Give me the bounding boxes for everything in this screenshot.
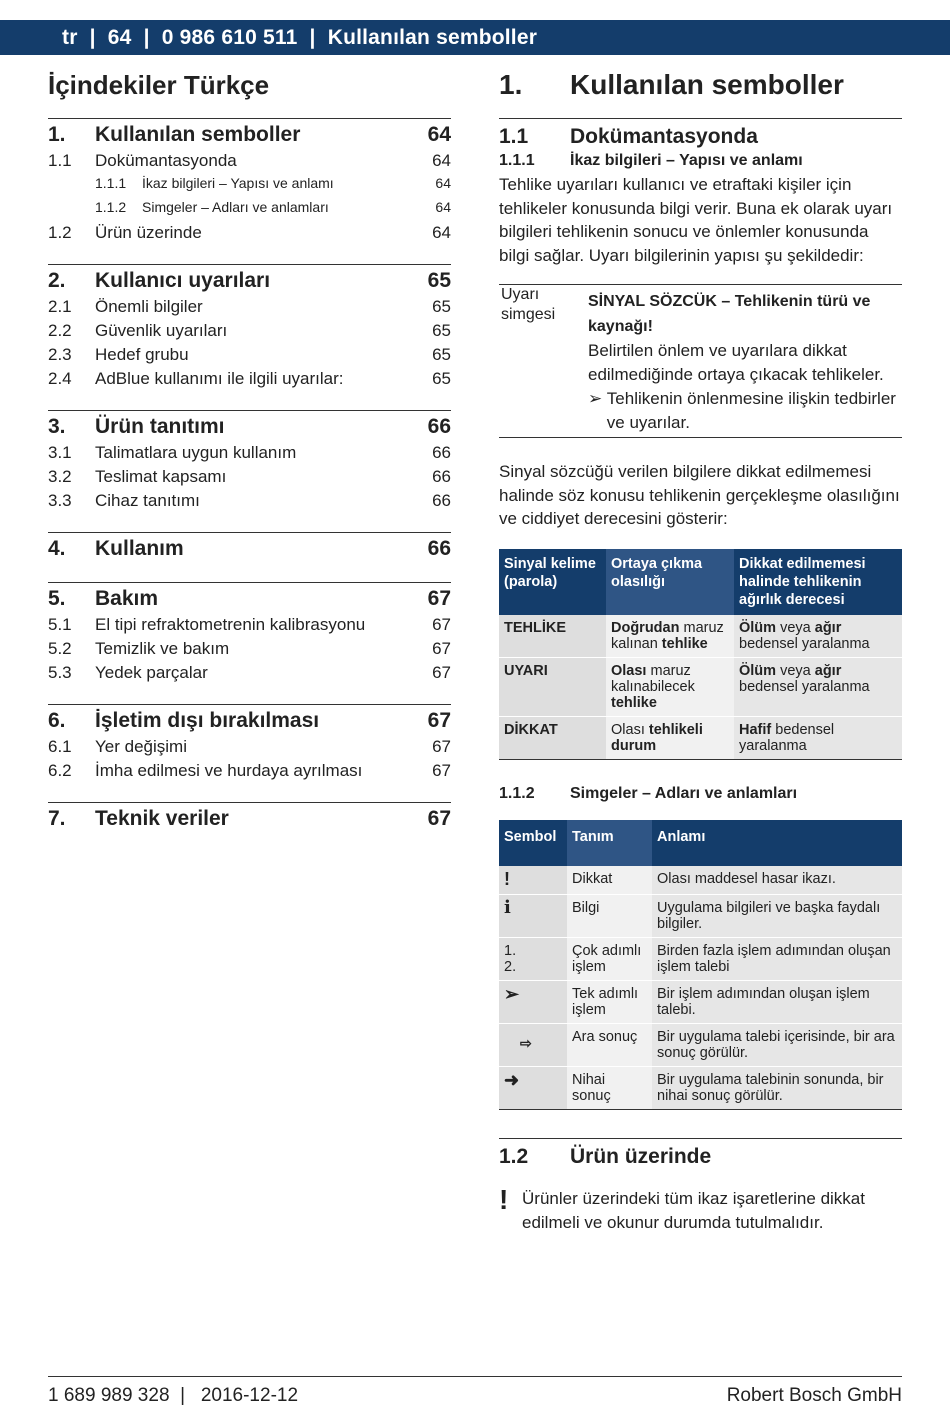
toc-entry-page: 67 [432, 615, 451, 634]
symbol-name: Bilgi [567, 894, 652, 937]
toc-entry[interactable] [48, 269, 451, 297]
signal-severity [734, 716, 902, 759]
toc-entry[interactable] [48, 537, 451, 565]
toc-entry-number: 3. [48, 415, 66, 438]
table-row [499, 1023, 902, 1066]
warning-label: Uyarı simgesi [501, 285, 556, 323]
symbol-cell [499, 894, 567, 937]
toc-section [48, 532, 451, 565]
toc-entry-page: 64 [432, 223, 451, 242]
toc-entry-title: Temizlik ve bakım [95, 639, 230, 658]
toc-entry-page: 67 [427, 807, 451, 830]
toc-entry-title: Hedef grubu [95, 345, 189, 364]
symbol-header-name: Tanım [567, 820, 652, 866]
toc-entry-page: 67 [432, 761, 451, 780]
toc-entry-number: 2.2 [48, 321, 72, 340]
symbol-name: Ara sonuç [567, 1023, 652, 1066]
toc-entry-title: Talimatlara uygun kullanım [95, 443, 297, 462]
toc-entry-title: Teknik veriler [95, 807, 229, 830]
toc-entry-title: Yedek parçalar [95, 663, 208, 682]
toc-entry-title: Güvenlik uyarıları [95, 321, 228, 340]
intro-paragraph: Tehlike uyarıları kullanıcı ve etraftaki kişiler için tehlikeler konusunda bilgi verir. Buna ek olarak uyarı bilgileri tehlikenin sonucu ve önlemler konusunda bilgi sağlar. Uyarı bilgilerinin yapısı şu şekildedir: [499, 175, 893, 266]
warning-bullet [588, 387, 902, 435]
signal-probability-part: tehlikeli durum [611, 721, 703, 754]
toc-entry-title: Kullanılan semboller [95, 123, 301, 146]
toc-entry-page: 67 [432, 737, 451, 756]
toc-entry-page: 64 [435, 199, 451, 215]
signal-probability-part: tehlike [611, 694, 657, 711]
warning-bullet-text: Tehlikenin önlenmesine ilişkin tedbirler ve uyarılar. [606, 388, 896, 432]
table-row [499, 894, 902, 937]
toc-entry[interactable] [48, 443, 451, 467]
subsection-heading [499, 121, 902, 149]
signal-probability [606, 657, 734, 716]
table-row [499, 1066, 902, 1109]
signal-severity [734, 615, 902, 658]
toc-entry-title: Cihaz tanıtımı [95, 491, 200, 510]
toc-entry[interactable] [48, 345, 451, 369]
toc-entry[interactable] [48, 761, 451, 785]
warning-structure-box [499, 284, 902, 438]
toc-entry[interactable] [48, 587, 451, 615]
toc-title: İçindekiler Türkçe [48, 70, 270, 100]
toc-entry[interactable] [48, 639, 451, 663]
toc-entry-page: 65 [432, 345, 451, 364]
toc-entry-title: Önemli bilgiler [95, 297, 203, 316]
toc-entry-number: 3.3 [48, 491, 72, 510]
toc-entry[interactable] [48, 615, 451, 639]
subsection-heading [499, 1141, 902, 1169]
hollow-arrow-icon: ⇨ [520, 1034, 532, 1051]
subsection-title: Dokümantasyonda [570, 125, 758, 148]
symbol-cell [499, 937, 567, 980]
section-title: Kullanılan semboller [570, 69, 844, 100]
toc-entry-title: AdBlue kullanımı ile ilgili uyarılar: [95, 369, 344, 388]
signal-severity-part: bedensel yaralanma [739, 678, 870, 695]
toc-entry[interactable] [48, 467, 451, 491]
signal-word: TEHLİKE [499, 615, 606, 658]
arrowhead-icon: ➢ [588, 388, 603, 408]
warning-text: Belirtilen önlem ve uyarılara dikkat edilmediğinde ortaya çıkacak tehlikeler. [588, 340, 884, 384]
toc-entry-number: 1. [48, 123, 66, 146]
toc-entry-number: 3.2 [48, 467, 72, 486]
toc-entry-page: 67 [427, 709, 451, 732]
signal-paragraph: Sinyal sözcüğü verilen bilgilere dikkat edilmemesi halinde söz konusu tehlikenin gerçekleşme olasılığını ve ciddiyet derecesini gösterir: [499, 461, 900, 529]
toc-entry-title: İkaz bilgileri – Yapısı ve anlamı [142, 175, 334, 191]
toc-entry-page: 64 [427, 123, 451, 146]
toc-entry[interactable] [48, 223, 451, 247]
toc-entry-number: 5.2 [48, 639, 72, 658]
symbol-name: Dikkat [567, 866, 652, 895]
symbol-meaning: Bir uygulama talebinin sonunda, bir nihai sonuç görülür. [652, 1066, 902, 1109]
symbol-cell [499, 980, 567, 1023]
symbol-meaning: Bir uygulama talebi içerisinde, bir ara sonuç görülür. [652, 1023, 902, 1066]
toc-entry-number: 7. [48, 807, 66, 830]
toc-entry-page: 66 [427, 537, 451, 560]
subsubsection-heading [499, 149, 902, 173]
divider [499, 118, 902, 119]
symbol-cell [499, 866, 567, 895]
toc-entry-number: 6. [48, 709, 66, 732]
toc-entry[interactable] [48, 709, 451, 737]
toc-column [48, 66, 451, 852]
symbol-meaning: Uygulama bilgileri ve başka faydalı bilgiler. [652, 894, 902, 937]
toc-section [48, 118, 451, 247]
signal-probability-part: maruz kalınabilecek [611, 662, 695, 695]
warning-title: SİNYAL SÖZCÜK – Tehlikenin türü ve kaynağı! [588, 292, 871, 335]
page-footer [48, 1376, 902, 1406]
symbol-name: Tek adımlı işlem [567, 980, 652, 1023]
symbol-meaning: Olası maddesel hasar ikazı. [652, 866, 902, 895]
symbol-table [499, 820, 902, 1110]
table-row [499, 716, 902, 759]
symbol-header-meaning: Anlamı [652, 820, 902, 866]
warning-body [588, 285, 902, 435]
toc-entry-page: 67 [432, 639, 451, 658]
signal-severity-part: Ölüm [739, 619, 777, 636]
signal-severity-part: Ölüm [739, 662, 777, 679]
toc-entry[interactable] [48, 151, 451, 175]
toc-entry[interactable] [48, 123, 451, 151]
signal-probability-part: tehlike [661, 635, 708, 652]
symbol-cell [499, 1023, 567, 1066]
table-row [499, 937, 902, 980]
toc-entry[interactable] [48, 491, 451, 515]
toc-list [48, 118, 451, 835]
toc-entry-number: 2.1 [48, 297, 72, 316]
toc-entry-title: Bakım [95, 587, 159, 610]
toc-section [48, 582, 451, 687]
toc-entry-number: 1.1 [48, 151, 72, 170]
signal-severity-part: veya [776, 662, 815, 679]
toc-entry[interactable] [48, 199, 451, 223]
section-heading [499, 66, 902, 118]
toc-entry-page: 65 [432, 321, 451, 340]
signal-header-probability: Ortaya çıkma olasılığı [606, 549, 734, 615]
symbol-name: Nihai sonuç [567, 1066, 652, 1109]
toc-entry[interactable] [48, 807, 451, 835]
subsection-title: Ürün üzerinde [570, 1144, 712, 1168]
toc-entry-page: 65 [427, 269, 451, 292]
toc-entry[interactable] [48, 369, 451, 393]
exclamation-icon: ! [504, 868, 510, 889]
signal-severity-part: bedensel yaralanma [739, 635, 870, 652]
toc-entry-page: 67 [432, 663, 451, 682]
toc-section [48, 410, 451, 515]
arrowhead-icon: ➢ [504, 983, 520, 1004]
info-icon: i [504, 896, 511, 918]
footer-doc-info: 1 689 989 328 | 2016-12-12 [48, 1385, 299, 1406]
toc-entry-number: 3.1 [48, 443, 72, 462]
table-row [499, 657, 902, 716]
toc-entry-title: Teslimat kapsamı [95, 467, 227, 486]
subsection-number: 1.2 [499, 1144, 529, 1168]
toc-entry-title: Kullanım [95, 537, 184, 560]
toc-entry-number: 5. [48, 587, 66, 610]
toc-entry[interactable] [48, 175, 451, 199]
section-number: 1. [499, 69, 523, 100]
toc-entry-number: 2.4 [48, 369, 72, 388]
toc-entry-page: 67 [427, 587, 451, 610]
content-column [499, 66, 902, 1234]
signal-header-severity: Dikkat edilmemesi halinde tehlikenin ağırlık derecesi [734, 549, 902, 615]
toc-entry-title: El tipi refraktometrenin kalibrasyonu [95, 615, 366, 634]
toc-entry-number: 6.1 [48, 737, 72, 756]
signal-severity [734, 657, 902, 716]
toc-entry-number: 5.1 [48, 615, 72, 634]
symbol-header-symbol: Sembol [499, 820, 567, 866]
toc-entry-page: 66 [432, 491, 451, 510]
toc-section [48, 802, 451, 835]
bold-arrow-icon: ➜ [504, 1069, 520, 1090]
toc-entry-number: 4. [48, 537, 66, 560]
subsection-number: 1.1 [499, 125, 529, 148]
toc-entry-number: 1.2 [48, 223, 72, 242]
header-text: tr | 64 | 0 986 610 511 | Kullanılan semboller [62, 26, 538, 49]
toc-entry-page: 65 [432, 369, 451, 388]
signal-probability-part: Olası [611, 721, 649, 738]
table-row [499, 980, 902, 1023]
toc-entry[interactable] [48, 663, 451, 687]
toc-entry-title: İşletim dışı bırakılması [95, 709, 320, 732]
signal-word: DİKKAT [499, 716, 606, 759]
signal-word-table [499, 549, 902, 760]
subsubsection-title: Simgeler – Adları ve anlamları [570, 784, 798, 802]
divider [499, 1138, 902, 1139]
toc-section [48, 704, 451, 785]
footer-company: Robert Bosch GmbH [726, 1385, 902, 1406]
toc-entry-number: 1.1.1 [95, 175, 127, 191]
toc-entry-title: Ürün tanıtımı [95, 415, 225, 438]
signal-probability [606, 716, 734, 759]
signal-severity-part: veya [776, 619, 815, 636]
toc-entry[interactable] [48, 415, 451, 443]
subsubsection-heading [499, 782, 902, 806]
signal-probability-part: Olası [611, 662, 647, 679]
toc-entry-number: 2.3 [48, 345, 72, 364]
toc-entry-title: Ürün üzerinde [95, 223, 202, 242]
signal-header-word: Sinyal kelime (parola) [499, 549, 606, 615]
table-row [499, 866, 902, 895]
toc-entry-number: 5.3 [48, 663, 72, 682]
product-note-text: Ürünler üzerindeki tüm ikaz işaretlerine dikkat edilmeli ve okunur durumda tutulmalıdır. [522, 1188, 865, 1232]
toc-entry[interactable] [48, 737, 451, 761]
toc-entry-title: Dokümantasyonda [95, 151, 237, 170]
toc-entry-number: 2. [48, 269, 66, 292]
subsubsection-title: İkaz bilgileri – Yapısı ve anlamı [570, 152, 803, 169]
product-note [499, 1183, 902, 1234]
toc-entry-page: 64 [432, 151, 451, 170]
numbered-steps-icon: 1. 2. [504, 942, 517, 975]
signal-severity-part: ağır [814, 619, 842, 636]
signal-severity-part: bedensel yaralanma [739, 721, 835, 754]
signal-probability [606, 615, 734, 658]
toc-entry-title: İmha edilmesi ve hurdaya ayrılması [95, 761, 363, 780]
signal-severity-part: Hafif [739, 721, 772, 738]
toc-entry-number: 6.2 [48, 761, 72, 780]
subsubsection-number: 1.1.2 [499, 784, 535, 802]
toc-entry-page: 64 [435, 175, 451, 191]
signal-probability-part: maruz kalınan [611, 619, 724, 652]
symbol-meaning: Bir işlem adımından oluşan işlem talebi. [652, 980, 902, 1023]
subsubsection-number: 1.1.1 [499, 152, 535, 169]
exclamation-icon: ! [499, 1183, 509, 1215]
symbol-cell [499, 1066, 567, 1109]
toc-entry-page: 66 [432, 467, 451, 486]
symbol-meaning: Birden fazla işlem adımından oluşan işlem talebi [652, 937, 902, 980]
signal-word: UYARI [499, 657, 606, 716]
toc-entry-title: Kullanıcı uyarıları [95, 269, 271, 292]
toc-entry[interactable] [48, 321, 451, 345]
symbol-name: Çok adımlı işlem [567, 937, 652, 980]
toc-entry-page: 66 [432, 443, 451, 462]
toc-entry-number: 1.1.2 [95, 199, 127, 215]
toc-entry[interactable] [48, 297, 451, 321]
signal-probability-part: Doğrudan [611, 619, 680, 636]
table-row [499, 615, 902, 658]
toc-entry-title: Simgeler – Adları ve anlamları [142, 199, 329, 215]
toc-entry-title: Yer değişimi [95, 737, 187, 756]
toc-entry-page: 66 [427, 415, 451, 438]
toc-entry-page: 65 [432, 297, 451, 316]
signal-severity-part: ağır [814, 662, 842, 679]
page-header [0, 20, 950, 55]
toc-section [48, 264, 451, 393]
